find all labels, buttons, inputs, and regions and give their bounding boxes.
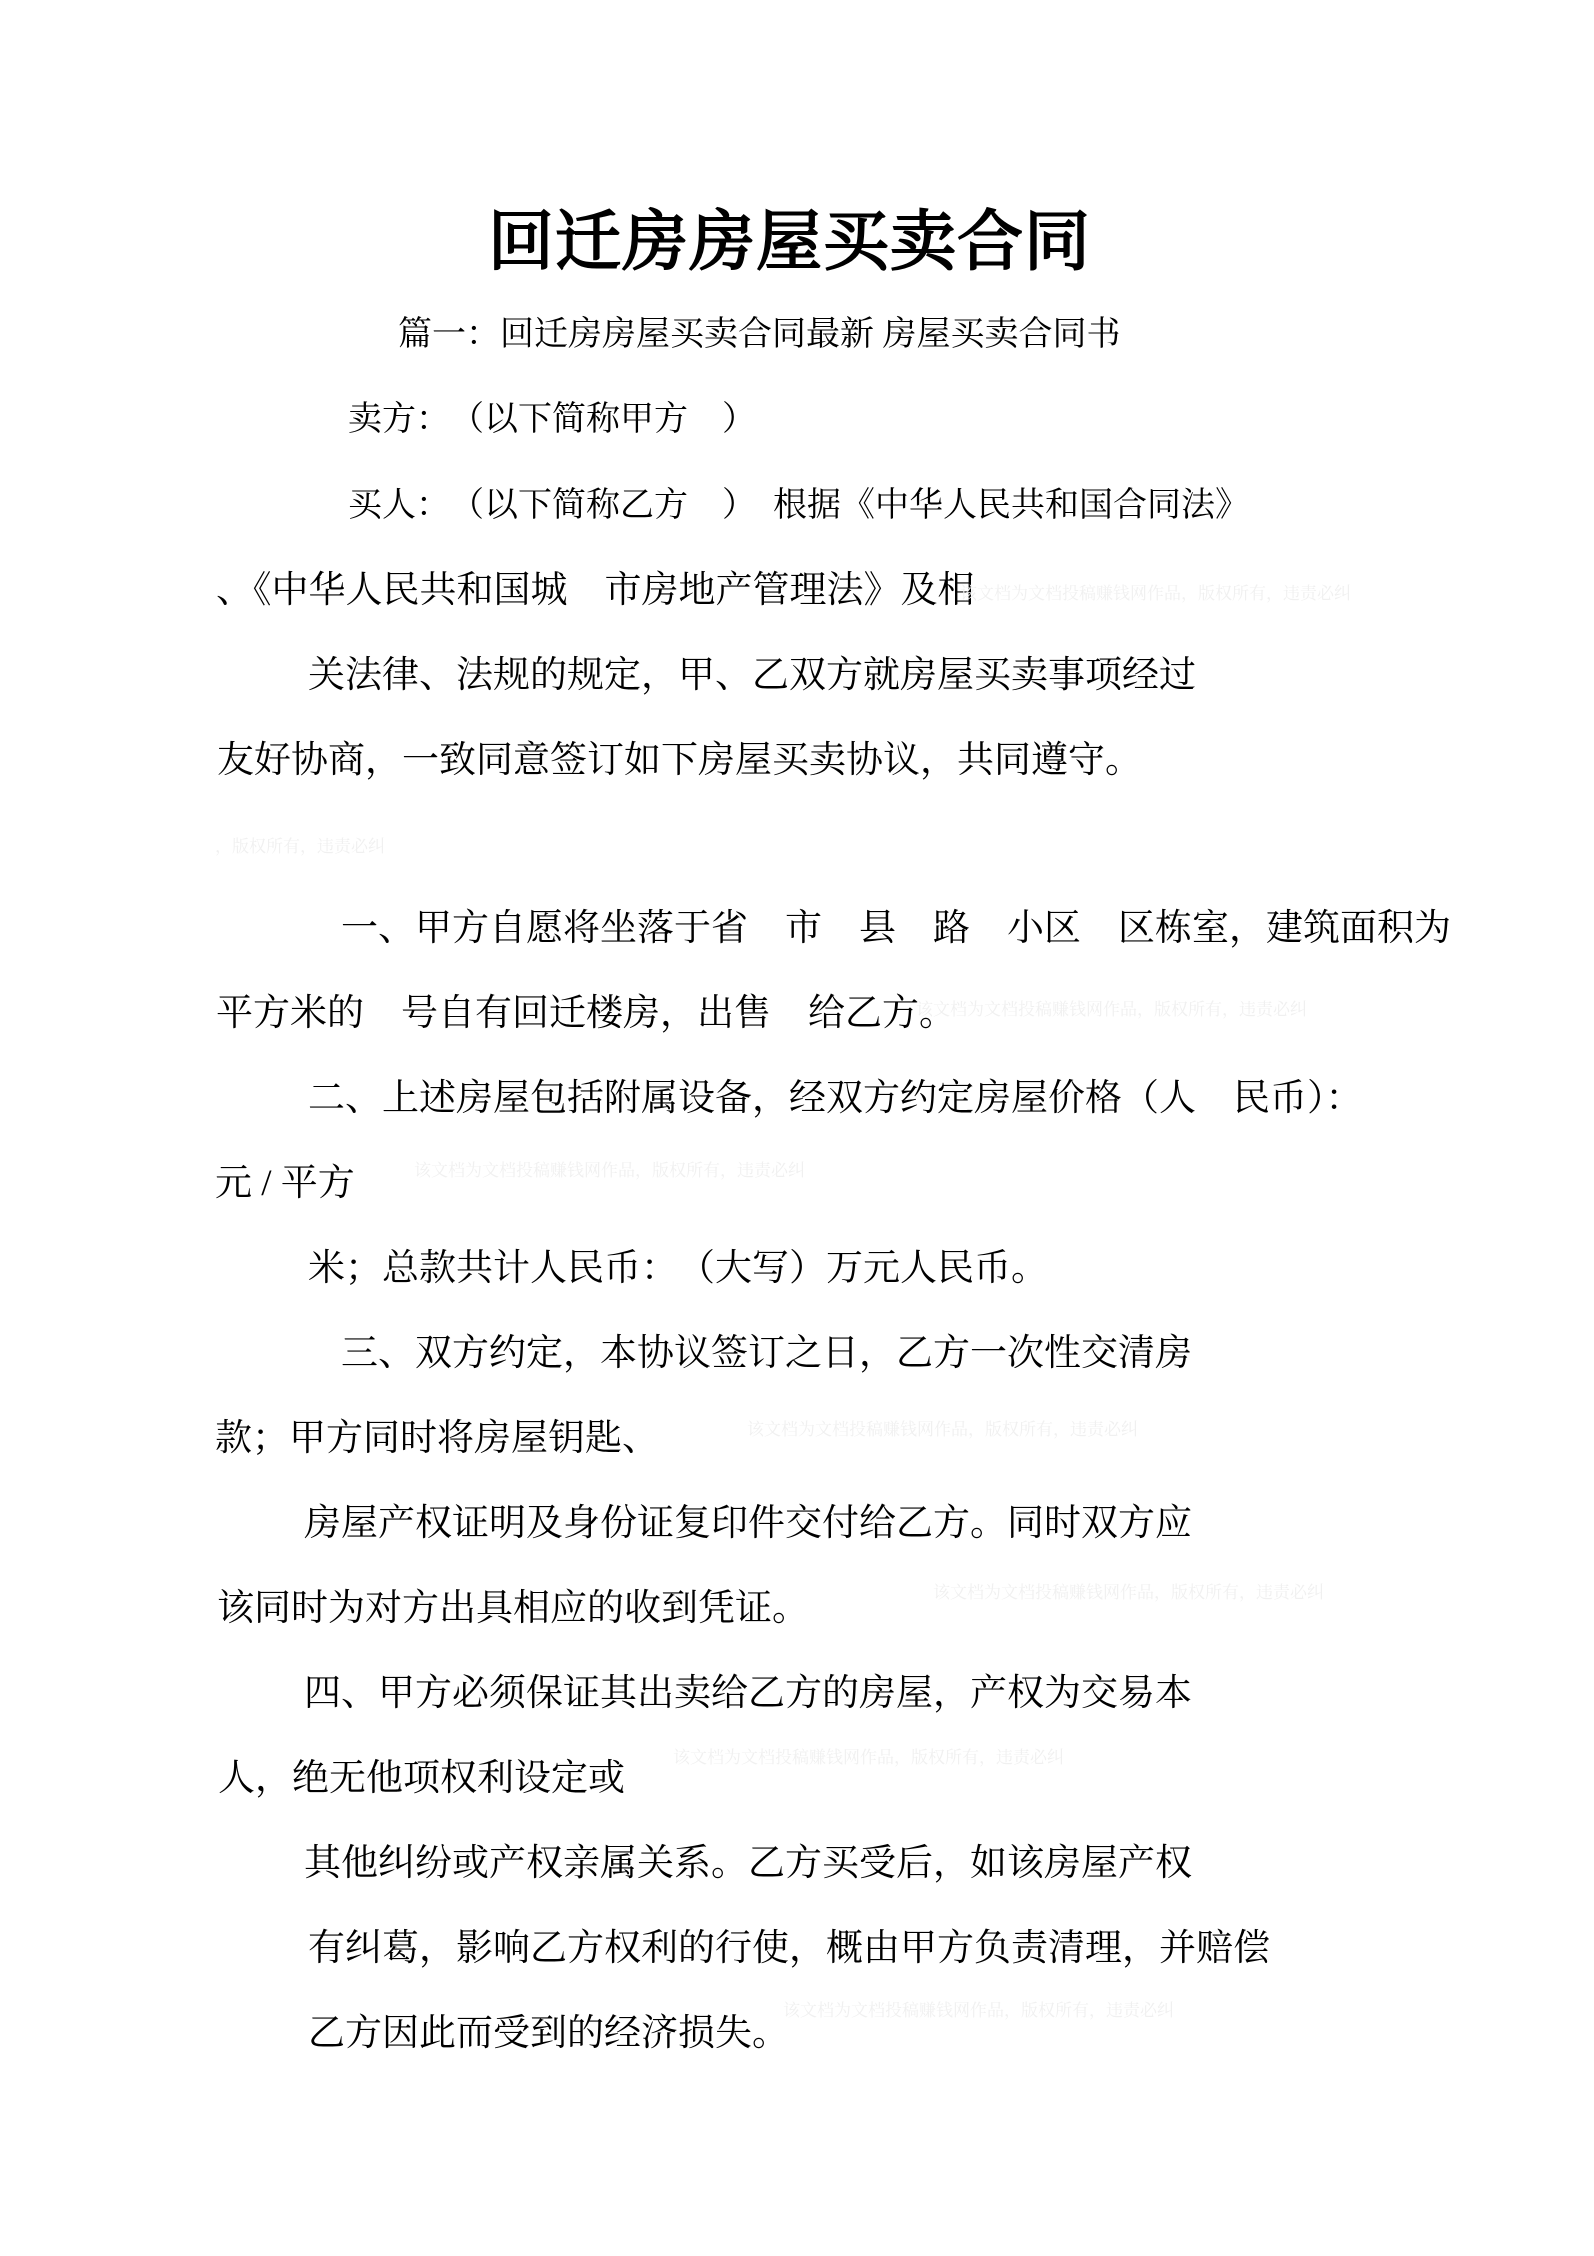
contract-line: 米；总款共计人民币： （大写）万元人民币。	[308, 1248, 1048, 1289]
contract-line: 元 / 平方	[215, 1163, 355, 1204]
contract-line: 该同时为对方出具相应的收到凭证。	[217, 1588, 809, 1629]
watermark-text: 该文档为文档投稿赚钱网作品，版权所有，违责必纠	[933, 1583, 1324, 1602]
contract-line: 一、甲方自愿将坐落于省 市 县 路 小区 区栋室，建筑面积为	[341, 908, 1451, 949]
contract-line: 房屋产权证明及身份证复印件交付给乙方。同时双方应	[304, 1503, 1192, 1544]
contract-line: 三、双方约定，本协议签订之日，乙方一次性交清房	[341, 1333, 1192, 1374]
contract-line: 平方米的 号自有回迁楼房，出售 给乙方。	[216, 993, 956, 1034]
contract-line: 乙方因此而受到的经济损失。	[308, 2013, 789, 2054]
contract-line: 人，绝无他项权利设定或	[218, 1758, 625, 1799]
watermark-text: 该文档为文档投稿赚钱网作品，版权所有，违责必纠	[916, 1000, 1307, 1019]
contract-line: 买人： （以下简称乙方 ） 根据《中华人民共和国合同法》	[348, 487, 1249, 524]
contract-line: 、《中华人民共和国城 市房地产管理法》及相	[216, 570, 975, 611]
contract-line: 有纠葛，影响乙方权利的行使，概由甲方负责清理，并赔偿	[308, 1928, 1270, 1969]
contract-line: 款；甲方同时将房屋钥匙、	[215, 1418, 659, 1459]
contract-line: 二、上述房屋包括附属设备，经双方约定房屋价格（人 民币）：	[308, 1078, 1363, 1119]
watermark-text: 该文档为文档投稿赚钱网作品，版权所有，违责必纠	[414, 1161, 805, 1180]
watermark-text: 该文档为文档投稿赚钱网作品，版权所有，违责必纠	[747, 1420, 1138, 1439]
contract-line: 卖方： （以下简称甲方 ）	[348, 401, 756, 438]
watermark-text: 该文档为文档投稿赚钱网作品，版权所有，违责必纠	[673, 1748, 1064, 1767]
watermark-text: 该文档为文档投稿赚钱网作品，版权所有，违责必纠	[960, 584, 1351, 603]
contract-line: 其他纠纷或产权亲属关系。乙方买受后，如该房屋产权	[304, 1843, 1192, 1884]
contract-line: 篇一：回迁房房屋买卖合同最新 房屋买卖合同书	[398, 316, 1121, 353]
document-title: 回迁房房屋买卖合同	[488, 204, 1091, 278]
contract-line: 关法律、法规的规定，甲、乙双方就房屋买卖事项经过	[308, 655, 1196, 696]
contract-line: 四、甲方必须保证其出卖给乙方的房屋，产权为交易本	[304, 1673, 1192, 1714]
watermark-text: 该文档为文档投稿赚钱网作品，版权所有，违责必纠	[783, 2001, 1174, 2020]
watermark-text: ，版权所有，违责必纠	[215, 837, 385, 856]
contract-line: 友好协商，一致同意签订如下房屋买卖协议，共同遵守。	[217, 740, 1142, 781]
